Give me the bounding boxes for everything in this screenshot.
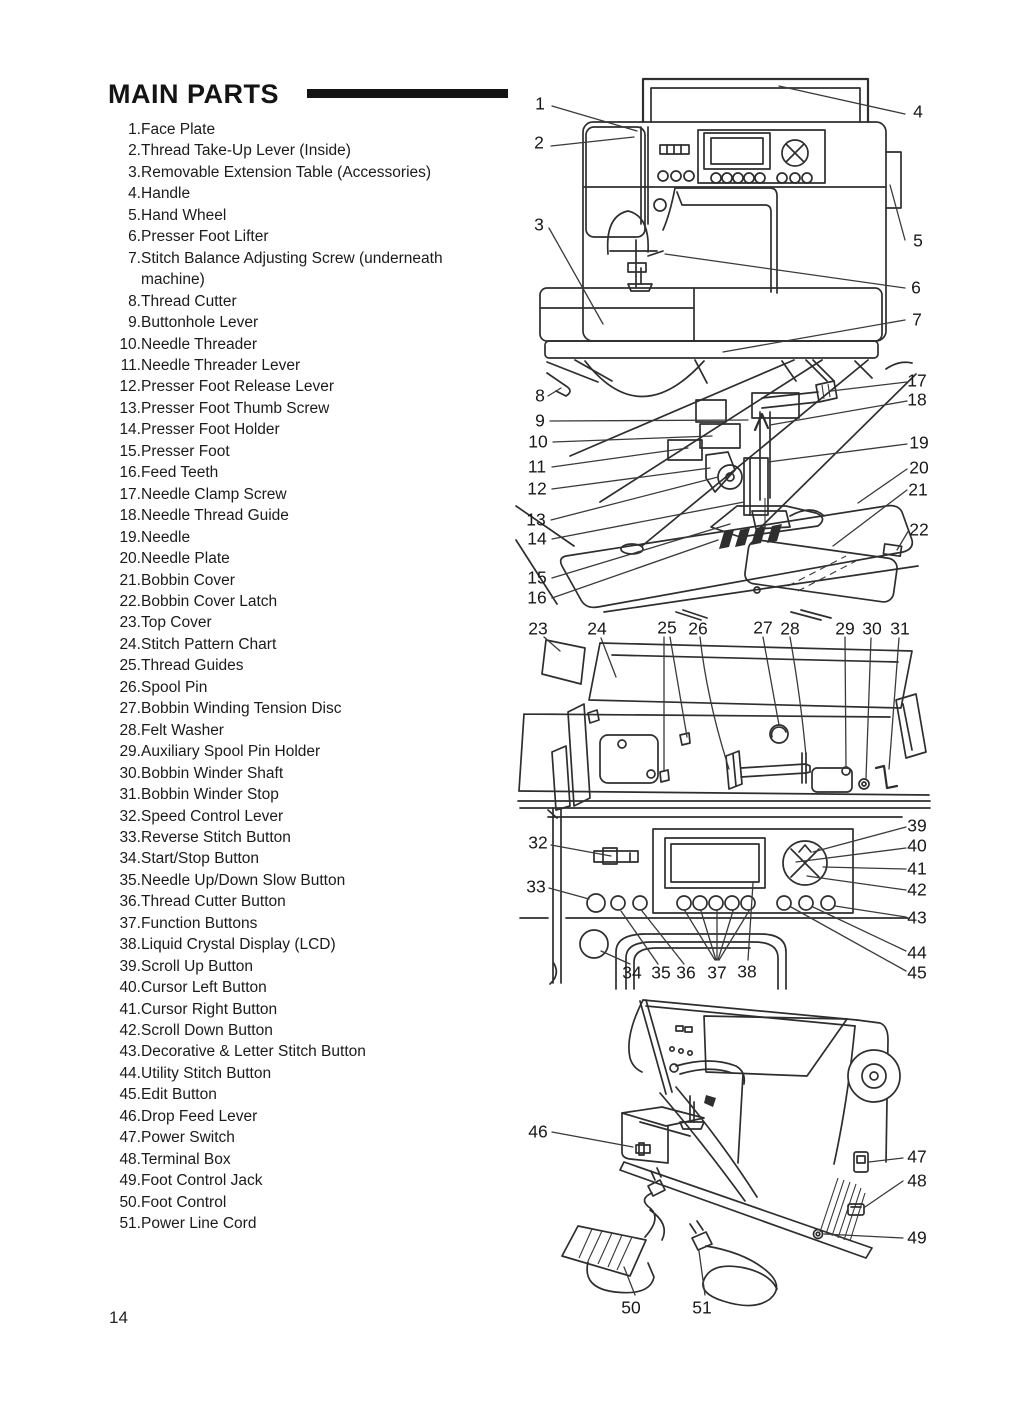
callout-2: 2 [534, 132, 544, 153]
thread-guide-1 [660, 770, 669, 782]
part-label: Bobbin Cover [141, 571, 235, 589]
callout-30: 30 [862, 618, 882, 639]
callout-19: 19 [909, 432, 929, 453]
callout-40: 40 [907, 835, 927, 856]
part-number: 42. [119, 1022, 141, 1040]
part-label: Edit Button [141, 1086, 217, 1104]
part-number: 39. [119, 957, 141, 975]
part-label: Thread Take-Up Lever (Inside) [141, 142, 351, 160]
callout-29: 29 [835, 618, 855, 639]
part-number: 25. [119, 657, 141, 675]
bed [622, 1107, 704, 1126]
part-label: Drop Feed Lever [141, 1107, 258, 1125]
callout-24: 24 [587, 618, 607, 639]
thread-cutter [547, 373, 570, 396]
callout-50: 50 [621, 1297, 641, 1318]
part-label: Utility Stitch Button [141, 1064, 272, 1082]
part-label: Needle Threader Lever [141, 356, 301, 374]
lcd [704, 1016, 847, 1076]
drop-feed-lever [636, 1145, 650, 1153]
callout-17: 17 [907, 370, 927, 391]
callout-35: 35 [651, 962, 671, 983]
part-number: 34. [119, 850, 141, 868]
sewing-head [608, 211, 649, 254]
callout-32: 32 [528, 832, 548, 853]
part-number: 3. [128, 163, 141, 181]
base [545, 341, 878, 358]
callout-27: 27 [753, 617, 773, 638]
bobbin-winder-shaft [859, 779, 869, 789]
part-label: Needle Up/Down Slow Button [141, 871, 346, 889]
callout-23: 23 [528, 618, 548, 639]
part-label: Feed Teeth [141, 464, 219, 482]
body-top [643, 1000, 857, 1026]
part-number: 48. [119, 1150, 141, 1168]
top-cover [589, 643, 912, 708]
part-number: 40. [119, 979, 141, 997]
spool-pin [741, 764, 810, 777]
part-label: Power Line Cord [141, 1215, 257, 1233]
callout-36: 36 [676, 962, 696, 983]
foot-control-jack [814, 1230, 823, 1239]
feed-teeth [719, 530, 734, 549]
part-number: 11. [120, 356, 141, 374]
part-number: 22. [119, 592, 141, 610]
part-number: 27. [119, 700, 141, 718]
part-label: Thread Guides [141, 657, 244, 675]
part-number: 8. [128, 292, 141, 310]
callout-42: 42 [907, 879, 927, 900]
reverse-stitch-button [587, 894, 605, 912]
part-label: Presser Foot Thumb Screw [141, 399, 330, 417]
part-label: Stitch Pattern Chart [141, 635, 277, 653]
head-underside [585, 361, 704, 397]
part-label: Needle Thread Guide [141, 507, 289, 525]
part-label: Reverse Stitch Button [141, 828, 291, 846]
part-number: 15. [119, 442, 141, 460]
bobbin-winder-stop [876, 766, 897, 788]
callout-13: 13 [526, 509, 546, 530]
part-label: Cursor Left Button [141, 979, 267, 997]
part-number: 21. [119, 571, 141, 589]
thumb-screw [718, 465, 742, 489]
part-label: Top Cover [141, 614, 212, 632]
part-label: Presser Foot [141, 442, 230, 460]
part-number: 41. [119, 1000, 141, 1018]
thread-guide-2 [680, 733, 690, 745]
part-number: 36. [119, 893, 141, 911]
callout-48: 48 [907, 1170, 927, 1191]
part-label: Needle Plate [141, 550, 230, 568]
part-number: 16. [119, 464, 141, 482]
part-number: 46. [119, 1107, 141, 1125]
part-label: Bobbin Winder Shaft [141, 764, 284, 782]
part-label: Function Buttons [141, 914, 258, 932]
part-number: 24. [119, 635, 141, 653]
front-view-leaders [549, 86, 905, 352]
part-number: 44. [119, 1064, 141, 1082]
part-number: 35. [119, 871, 141, 889]
part-number: 43. [119, 1043, 141, 1061]
callout-39: 39 [907, 815, 927, 836]
face-plate-seam [640, 1000, 672, 1094]
part-number: 29. [119, 743, 141, 761]
part-label: Terminal Box [141, 1150, 231, 1168]
part-number: 6. [128, 228, 141, 246]
part-label: Decorative & Letter Stitch Button [141, 1043, 366, 1061]
part-number: 12. [119, 378, 141, 396]
part-label: Bobbin Cover Latch [141, 592, 278, 610]
part-label: Handle [141, 185, 191, 203]
callout-3: 3 [534, 214, 544, 235]
power-line-cord [703, 1246, 777, 1306]
part-number: 9. [128, 314, 141, 332]
callout-49: 49 [907, 1227, 927, 1248]
part-number: 49. [119, 1172, 141, 1190]
part-label: Speed Control Lever [141, 807, 284, 825]
part-number: 47. [119, 1129, 141, 1147]
top-cover-end [542, 640, 585, 684]
part-label: Auxiliary Spool Pin Holder [141, 743, 321, 761]
start-stop-button [580, 930, 608, 958]
felt-washer-guide [802, 753, 806, 783]
needle-area-leaders [548, 382, 909, 598]
callout-20: 20 [909, 457, 929, 478]
callout-18: 18 [907, 389, 927, 410]
speed-control-lever [594, 851, 638, 862]
part-label: Cursor Right Button [141, 1000, 278, 1018]
callout-37: 37 [707, 962, 727, 983]
part-label: Buttonhole Lever [141, 314, 259, 332]
callout-7: 7 [912, 309, 922, 330]
callout-33: 33 [526, 876, 546, 897]
part-number: 5. [128, 206, 141, 224]
callout-44: 44 [907, 942, 927, 963]
needle-threader [696, 400, 726, 422]
lcd [665, 838, 765, 888]
part-number: 37. [119, 914, 141, 932]
part-number: 51. [119, 1215, 141, 1233]
part-number: 4. [128, 185, 141, 203]
vents [820, 1178, 865, 1241]
callout-10: 10 [528, 431, 548, 452]
part-number: 20. [119, 550, 141, 568]
face-plate [586, 127, 645, 237]
callout-16: 16 [527, 587, 547, 608]
part-number: 19. [119, 528, 141, 546]
diagram-rear-view [552, 1000, 903, 1306]
part-label: Scroll Down Button [141, 1022, 273, 1040]
callout-51: 51 [692, 1297, 712, 1318]
part-number: 23. [119, 614, 141, 632]
stitch-pattern-chart [612, 655, 898, 662]
spool-holder [726, 751, 742, 789]
callout-14: 14 [527, 528, 547, 549]
callout-25: 25 [657, 617, 677, 638]
part-label: Liquid Crystal Display (LCD) [141, 936, 336, 954]
callout-12: 12 [527, 478, 547, 499]
part-number: 50. [119, 1193, 141, 1211]
callout-34: 34 [622, 962, 642, 983]
free-arm-slot [675, 188, 777, 293]
part-number: 1. [128, 121, 141, 138]
part-number: 38. [119, 936, 141, 954]
foot-control-plug [648, 1168, 665, 1196]
part-label: Felt Washer [141, 721, 224, 739]
part-label: Scroll Up Button [141, 957, 253, 975]
callout-43: 43 [907, 907, 927, 928]
hand-wheel [848, 1050, 900, 1102]
callout-8: 8 [535, 385, 545, 406]
callout-38: 38 [737, 961, 757, 982]
page-title: MAIN PARTS [108, 79, 279, 109]
part-label: Foot Control [141, 1193, 227, 1211]
power-switch [854, 1152, 868, 1172]
part-label: Foot Control Jack [141, 1172, 263, 1190]
callout-47: 47 [907, 1146, 927, 1167]
part-label: Needle [141, 528, 191, 546]
part-number: 28. [119, 721, 141, 739]
callout-26: 26 [688, 618, 708, 639]
part-number: 7. [128, 249, 141, 267]
diagram-needle-area [516, 360, 918, 612]
part-label: Face Plate [141, 121, 216, 138]
part-number: 14. [119, 421, 141, 439]
callout-22: 22 [909, 519, 929, 540]
part-number: 2. [128, 142, 141, 160]
part-number: 10. [119, 335, 141, 353]
diagram-front-view [540, 79, 912, 383]
part-number: 32. [119, 807, 141, 825]
rear-view-leaders [552, 1132, 903, 1295]
callout-15: 15 [527, 567, 547, 588]
part-label: Hand Wheel [141, 206, 227, 224]
handle [643, 79, 868, 122]
needle-clamp-screw [816, 381, 837, 402]
part-number: 45. [119, 1086, 141, 1104]
callout-11: 11 [527, 456, 547, 477]
bobbin-cover [744, 539, 899, 603]
part-label: Thread Cutter Button [141, 893, 286, 911]
part-label: Presser Foot Release Lever [141, 378, 334, 396]
panel-outline [653, 829, 853, 913]
callout-1: 1 [535, 93, 545, 114]
part-number: 30. [119, 764, 141, 782]
part-label: Start/Stop Button [141, 850, 260, 868]
part-label: Removable Extension Table (Accessories) [141, 163, 432, 181]
callout-45: 45 [907, 962, 927, 983]
page-number: 14 [109, 1308, 128, 1327]
part-label: Needle Clamp Screw [141, 485, 287, 503]
part-number: 33. [119, 828, 141, 846]
part-label: Needle Threader [141, 335, 258, 353]
part-label: Presser Foot Lifter [141, 228, 269, 246]
part-label: Stitch Balance Adjusting Screw (underneath machine) [141, 249, 443, 289]
callout-28: 28 [780, 618, 800, 639]
callout-31: 31 [890, 618, 910, 639]
callout-5: 5 [913, 230, 923, 251]
part-number: 18. [119, 507, 141, 525]
callout-21: 21 [908, 479, 928, 500]
diagram-top-cover [518, 610, 930, 810]
part-number: 26. [119, 678, 141, 696]
part-label: Presser Foot Holder [141, 421, 280, 439]
callout-41: 41 [907, 858, 927, 879]
part-label: Spool Pin [141, 678, 208, 696]
part-label: Bobbin Winder Stop [141, 786, 279, 804]
part-number: 13. [119, 399, 141, 417]
part-number: 31. [119, 786, 141, 804]
callout-46: 46 [528, 1121, 548, 1142]
part-label: Bobbin Winding Tension Disc [141, 700, 342, 718]
part-label: Thread Cutter [141, 292, 237, 310]
callout-6: 6 [911, 277, 921, 298]
callout-9: 9 [535, 410, 545, 431]
callout-4: 4 [913, 101, 923, 122]
part-number: 17. [119, 485, 141, 503]
part-label: Power Switch [141, 1129, 235, 1147]
needle-thread-guide [755, 414, 768, 430]
